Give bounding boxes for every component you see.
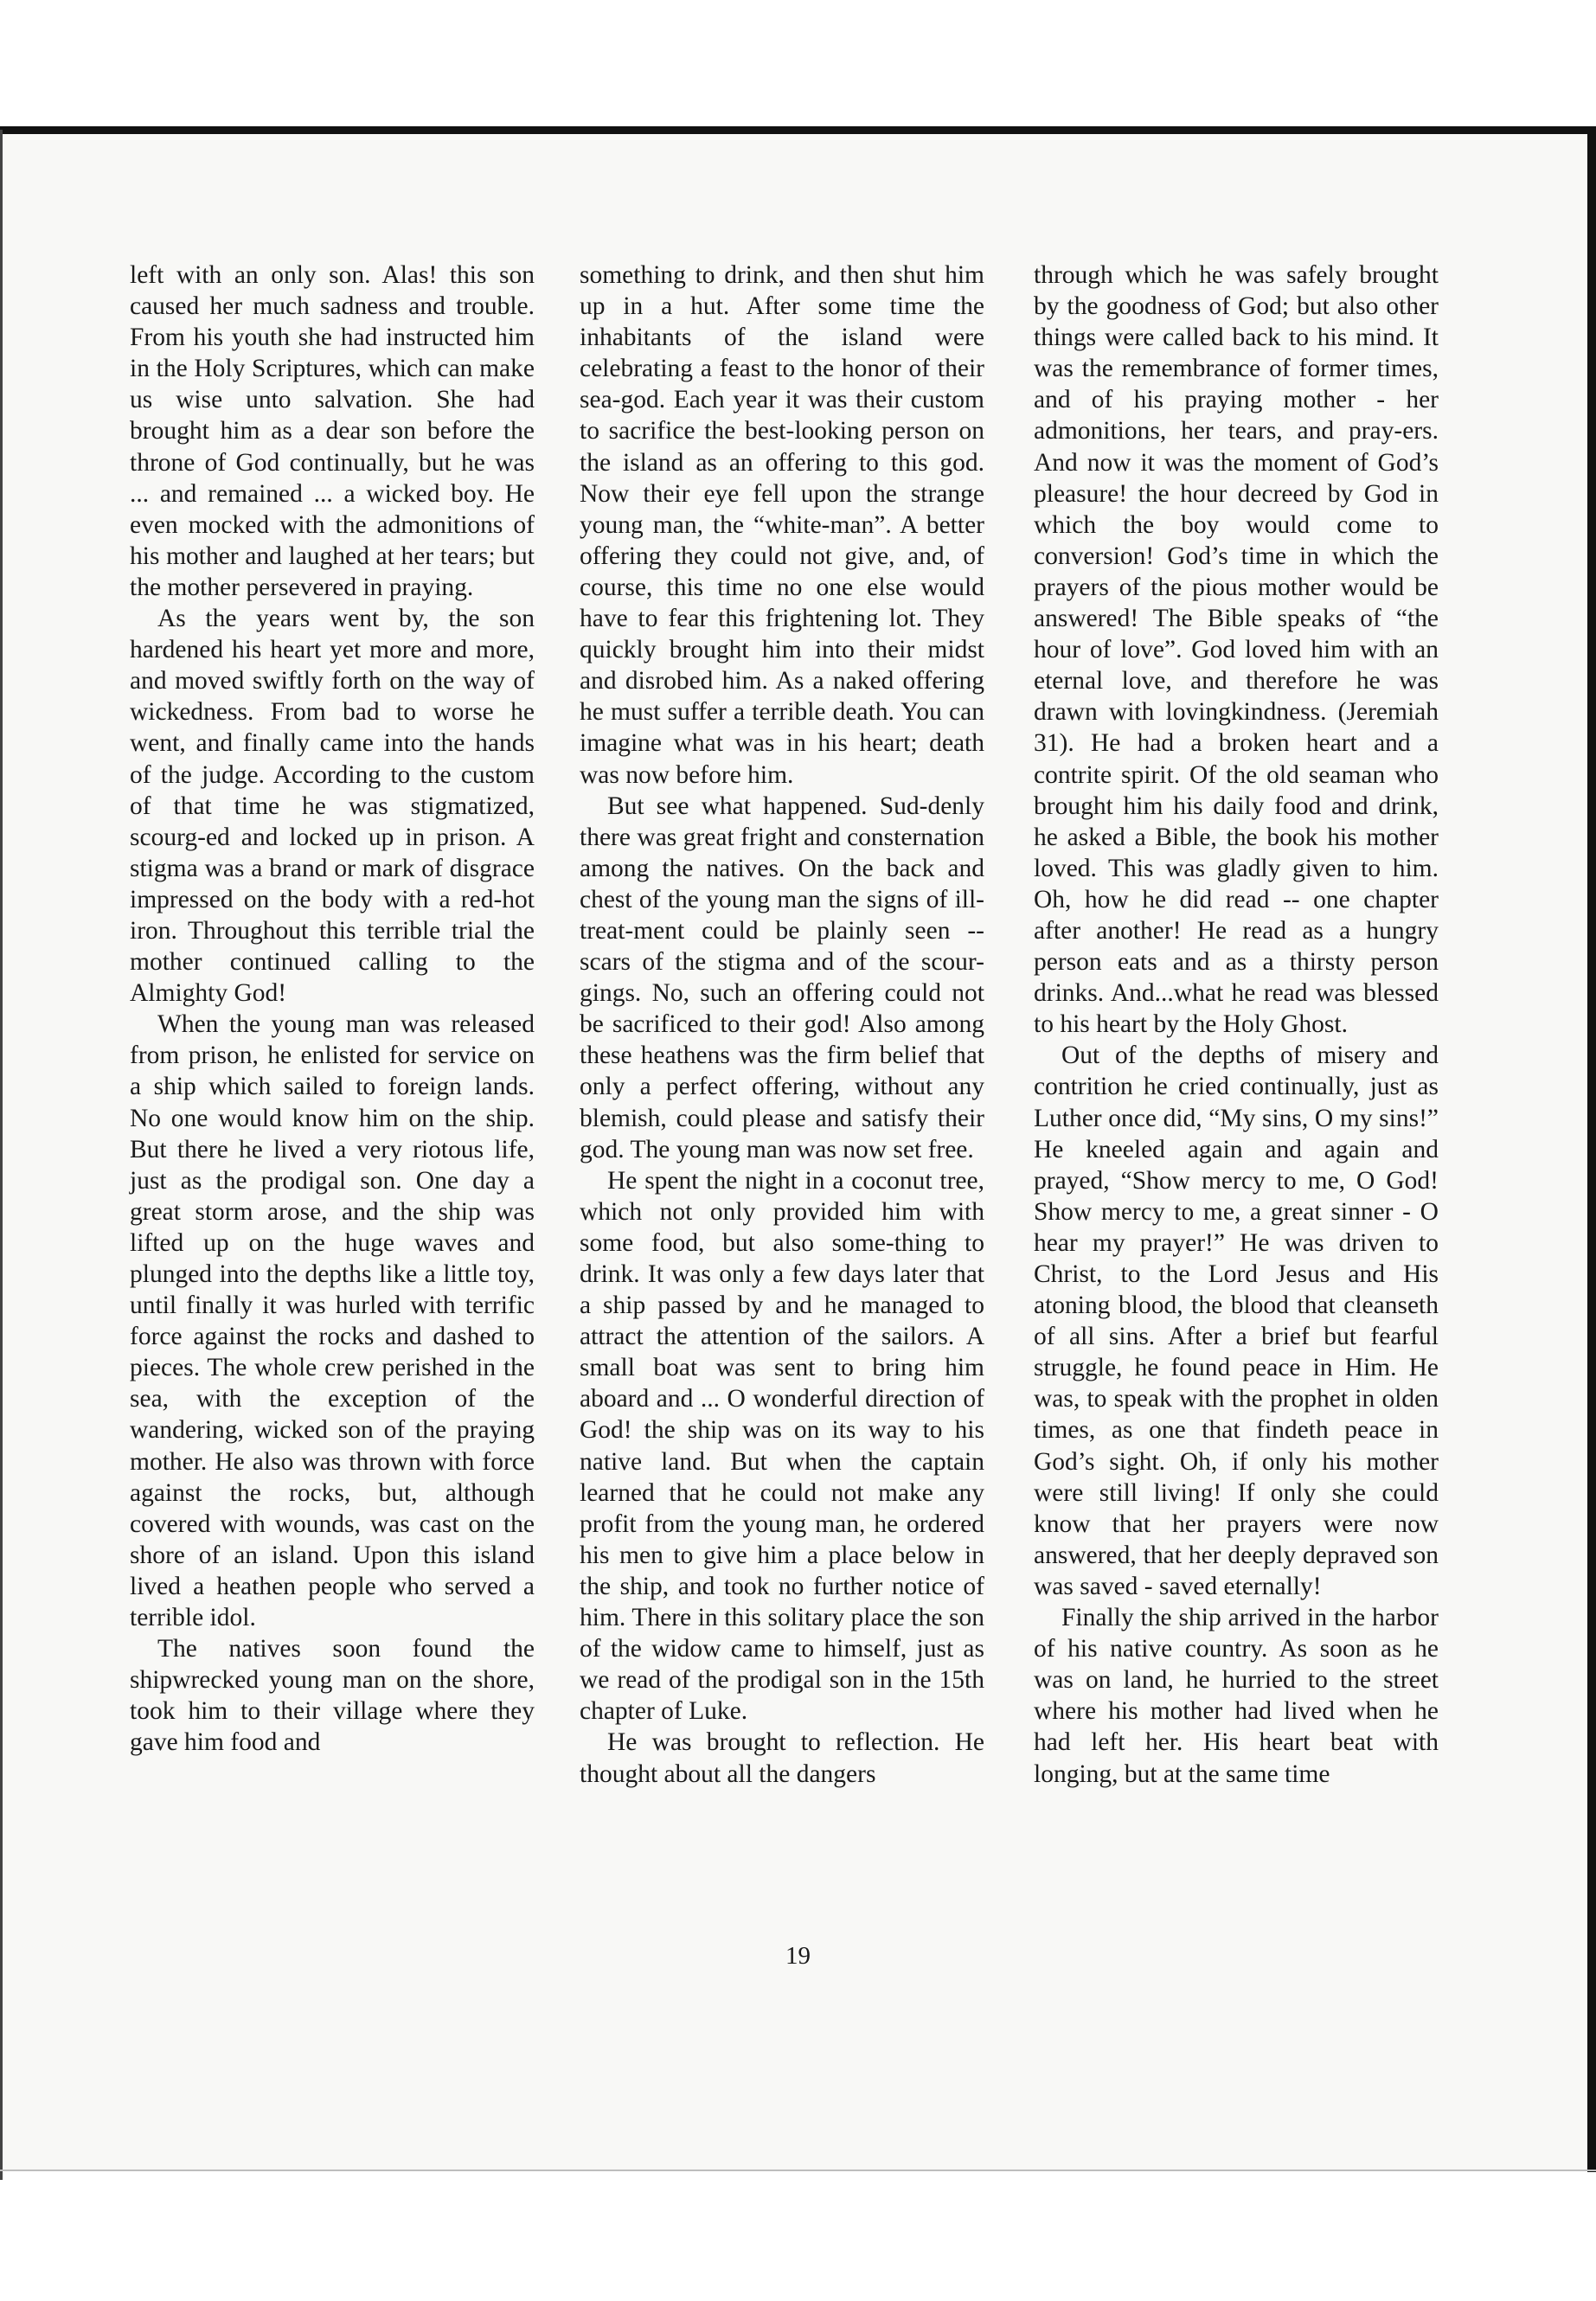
page-number: 19 [785,1942,811,1970]
paragraph: When the young man was released from prison, he enlisted for service on a ship which sailed to foreign lands. No one would know him on the ship. But there he lived a very riotous life, just as the prodigal son. One day a great storm arose, and the ship was lifted up on the huge waves and plunged into the depths like a little toy, until finally it was hurled with terrific force against the rocks and dashed to pieces. The whole crew perished in the sea, with the exception of the wandering, wicked son of the praying mother. He also was thrown with force against the rocks, but, although covered with wounds, was cast on the shore of an island. Upon this island lived a heathen people who served a terrible idol. [130,1010,535,1632]
paragraph: left with an only son. Alas! this son caused her much sadness and trouble. From his youth she had instructed him in the Holy Scriptures, which can make us wise unto salvation. She had brought him as a dear son before the throne of God continually, but he was ... and remained ... a wicked boy. He even mocked with the admonitions of his mother and laughed at her tears; but the mother persevered in praying. [130,261,535,601]
scan-top-border [0,126,1596,134]
paragraph: He spent the night in a coconut tree, which not only provided him with some food, but also some-thing to drink. It was only a few days later that a ship passed by and he managed to attract the attention of the sailors. A small boat was sent to bring him aboard and ... O wonderful direction of God! the ship was on its way to his native land. But when the captain learned that he could not make any profit from the young man, he ordered his men to give him a place below in the ship, and took no further notice of him. There in this solitary place the son of the widow came to himself, just as we read of the prodigal son in the 15th chapter of Luke. [580,1166,984,1726]
paragraph: Out of the depths of misery and contrition he cried continually, just as Luther once did, “My sins, O my sins!” He kneeled again and again and prayed, “Show mercy to me, O God! Show mercy to me, a great sinner - O hear my prayer!” He was driven to Christ, to the Lord Jesus and His atoning blood, the blood that cleanseth of all sins. After a brief but fearful struggle, he found peace in Him. He was, to speak with the prophet in olden times, as one that findeth peace in God’s sight. Oh, if only his mother were still living! If only she could know that her prayers were now answered, that her deeply depraved son was saved - saved eternally! [1034,1042,1439,1600]
scan-bottom-edge [0,2170,1596,2171]
paragraph: Finally the ship arrived in the harbor of his native country. As soon as he was on land, he hurried to the street where his mother had lived when he had left her. His heart beat with longing, but at the same time [1034,1604,1439,1788]
paragraph: But see what happened. Sud-denly there was great fright and consternation among the natives. On the back and chest of the young man the signs of ill-treat-ment could be plainly seen -- scars of the stigma and of the scour-gings. No, such an offering could not be sacrificed to their god! Also among these heathens was the firm belief that only a perfect offering, without any blemish, could please and satisfy their god. The young man was now set free. [580,792,984,1163]
paragraph: He was brought to reflection. He thought about all the dangers [580,1728,984,1788]
paragraph: through which he was safely brought by the goodness of God; but also other things were called back to his mind. It was the remembrance of former times, and of his praying mother - her admonitions, her tears, and pray-ers. And now it was the moment of God’s pleasure! the hour decreed by God in which the boy would come to conversion! God’s time in which the prayers of the pious mother would be answered! The Bible speaks of “the hour of love”. God loved him with an eternal love, and therefore he was drawn with lovingkindness. (Jeremiah 31). He had a broken heart and a contrite spirit. Of the old seaman who brought him his daily food and drink, he asked a Bible, the book his mother loved. This was gladly given to him. Oh, how he did read -- one chapter after another! He read as a hungry person eats and as a thirsty person drinks. And...what he read was blessed to his heart by the Holy Ghost. [1034,261,1439,1039]
scan-right-border [1587,126,1596,2172]
paragraph: The natives soon found the shipwrecked young man on the shore, took him to their village where they gave him food and [130,1635,535,1757]
text-column-2 [580,260,984,1790]
paragraph: As the years went by, the son hardened his heart yet more and more, and moved swiftly forth on the way of wickedness. From bad to worse he went, and finally came into the hands of the judge. According to the custom of that time he was stigmatized, scourg-ed and locked up in prison. A stigma was a brand or mark of disgrace impressed on the body with a red-hot iron. Throughout this terrible trial the mother continued calling to the Almighty God! [130,605,535,1008]
paragraph: something to drink, and then shut him up in a hut. After some time the inhabitants of the island were celebrating a feast to the honor of their sea-god. Each year it was their custom to sacrifice the best-looking person on the island as an offering to this god. Now their eye fell upon the strange young man, the “white-man”. A better offering they could not give, and, of course, this time no one else would have to fear this frightening lot. They quickly brought him into their midst and disrobed him. As a naked offering he must suffer a terrible death. You can imagine what was in his heart; death was now before him. [580,261,984,789]
text-column-3 [1034,260,1439,1790]
text-column-1 [130,260,535,1759]
